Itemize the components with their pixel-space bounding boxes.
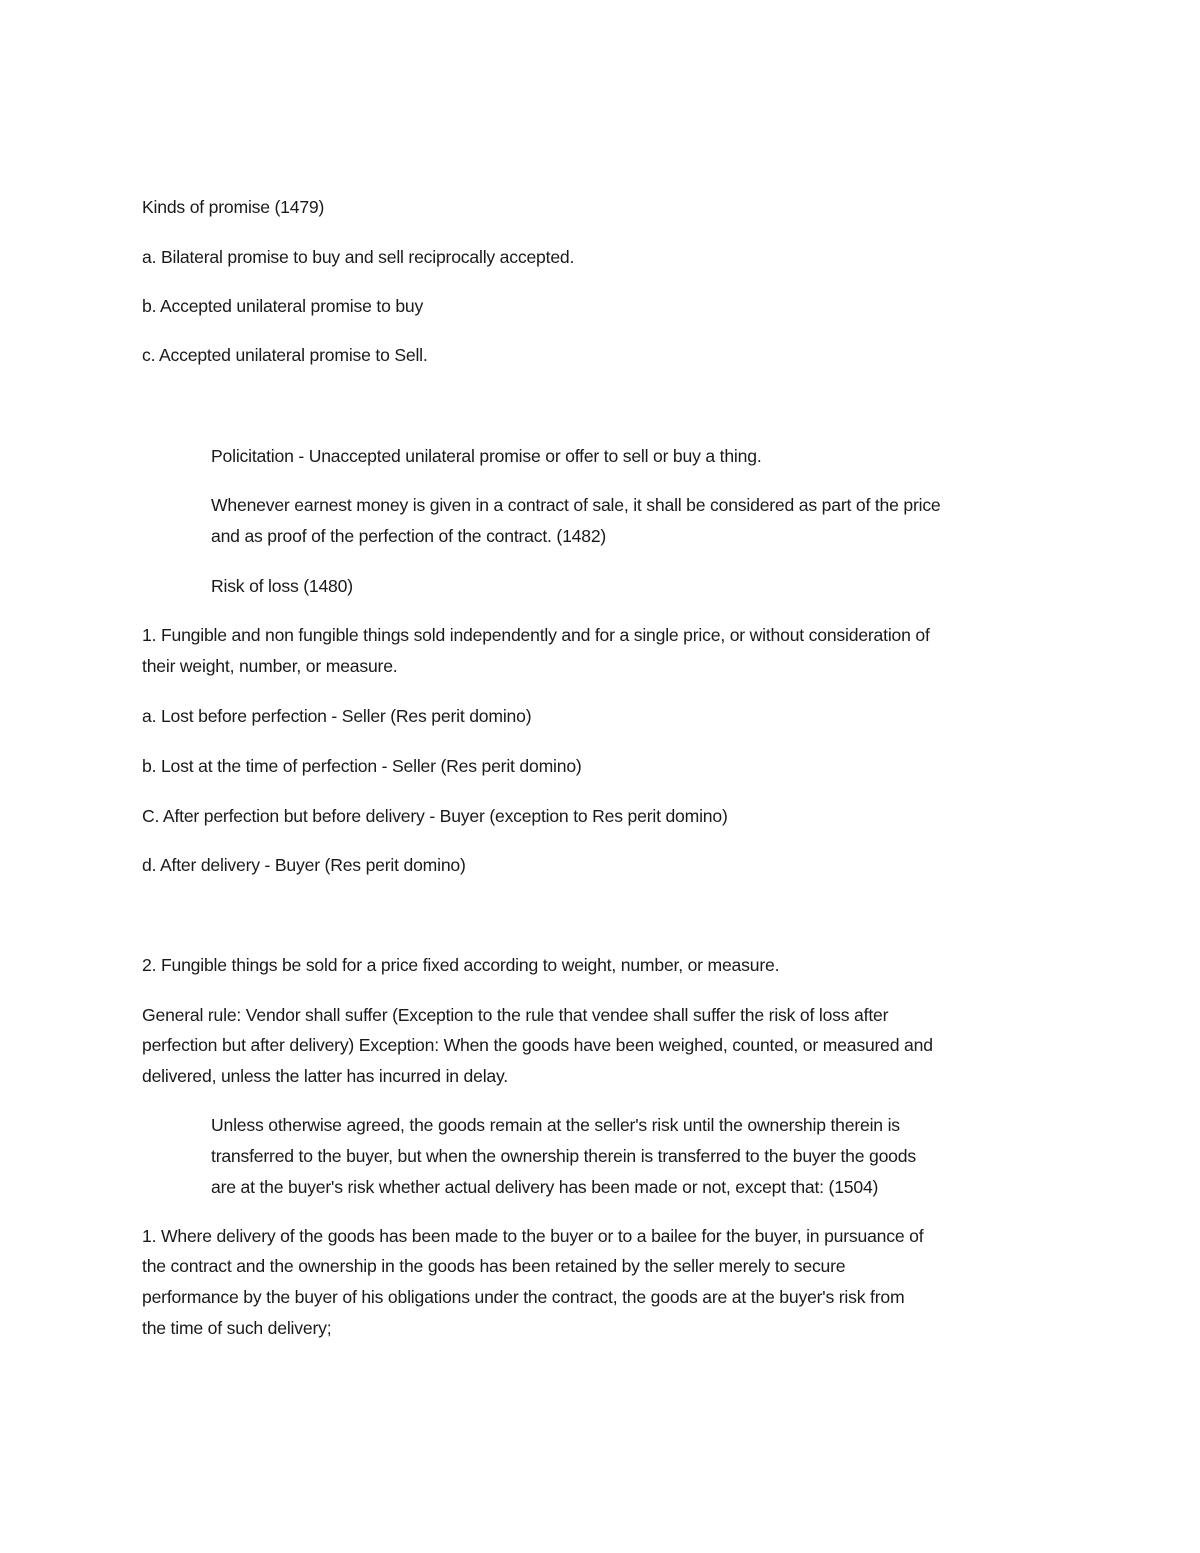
unless-agreed-line-2: transferred to the buyer, but when the ownership therein is transferred to the buyer the goods: [211, 1146, 916, 1166]
item1-line-1: 1. Fungible and non fungible things sold independently and for a single price, or without consideration of: [142, 625, 930, 645]
item1-sub-b: b. Lost at the time of perfection - Seller (Res perit domino): [142, 756, 582, 776]
item1-sub-c: C. After perfection but before delivery - Buyer (exception to Res perit domino): [142, 806, 728, 826]
delivery-exception-line-1: 1. Where delivery of the goods has been made to the buyer or to a bailee for the buyer, in pursuance of: [142, 1226, 924, 1246]
kinds-item-a: a. Bilateral promise to buy and sell reciprocally accepted.: [142, 247, 575, 267]
kinds-item-c: c. Accepted unilateral promise to Sell.: [142, 345, 428, 365]
earnest-money-line-1: Whenever earnest money is given in a contract of sale, it shall be considered as part of the price: [211, 495, 941, 515]
item1-sub-a: a. Lost before perfection - Seller (Res perit domino): [142, 706, 532, 726]
item1-sub-d: d. After delivery - Buyer (Res perit domino): [142, 855, 466, 875]
delivery-exception-line-4: the time of such delivery;: [142, 1318, 332, 1338]
unless-agreed-line-3: are at the buyer's risk whether actual delivery has been made or not, except that: (1504): [211, 1177, 879, 1197]
kinds-of-promise-heading: Kinds of promise (1479): [142, 197, 325, 217]
policitation-definition: Policitation - Unaccepted unilateral promise or offer to sell or buy a thing.: [211, 446, 762, 466]
earnest-money-line-2: and as proof of the perfection of the contract. (1482): [211, 526, 607, 546]
item2-heading: 2. Fungible things be sold for a price fixed according to weight, number, or measure.: [142, 955, 780, 975]
item1-line-2: their weight, number, or measure.: [142, 656, 398, 676]
general-rule-line-2: perfection but after delivery) Exception: When the goods have been weighed, counted, or measured and: [142, 1035, 933, 1055]
kinds-item-b: b. Accepted unilateral promise to buy: [142, 296, 424, 316]
risk-of-loss-heading: Risk of loss (1480): [211, 576, 353, 596]
general-rule-line-1: General rule: Vendor shall suffer (Exception to the rule that vendee shall suffer the risk of loss after: [142, 1005, 889, 1025]
general-rule-line-3: delivered, unless the latter has incurred in delay.: [142, 1066, 508, 1086]
delivery-exception-line-3: performance by the buyer of his obligations under the contract, the goods are at the buyer's risk from: [142, 1287, 905, 1307]
delivery-exception-line-2: the contract and the ownership in the goods has been retained by the seller merely to secure: [142, 1256, 846, 1276]
unless-agreed-line-1: Unless otherwise agreed, the goods remain at the seller's risk until the ownership therein is: [211, 1115, 900, 1135]
